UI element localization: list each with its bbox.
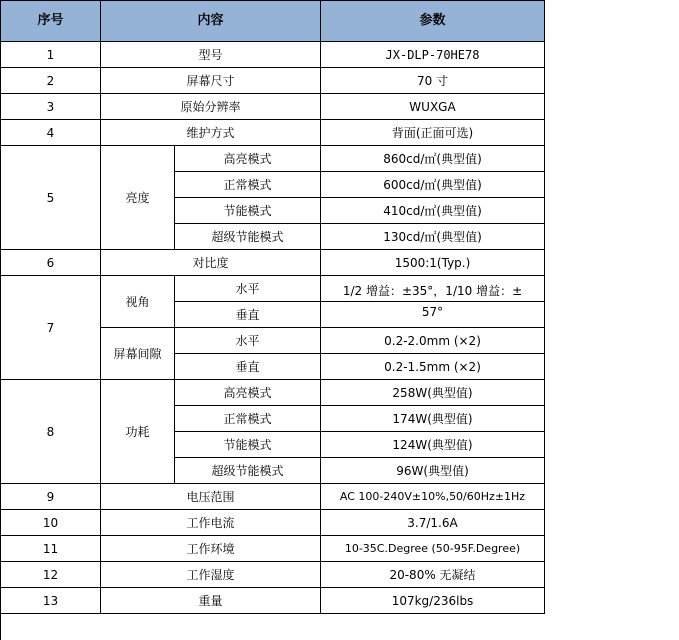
row-7-angle-value-line1: 1/2 增益：±35°，1/10 增益：± xyxy=(321,276,545,302)
row-5-group: 亮度 xyxy=(101,146,175,250)
row-2-name: 屏幕尺寸 xyxy=(101,68,321,94)
row-13-no: 13 xyxy=(1,588,101,614)
row-9-name: 电压范围 xyxy=(101,484,321,510)
row-9-value: AC 100-240V±10%,50/60Hz±1Hz xyxy=(321,484,545,510)
row-8-sub-name: 节能模式 xyxy=(175,432,321,458)
header-content: 内容 xyxy=(101,1,321,42)
row-8-sub-value: 258W(典型值) xyxy=(321,380,545,406)
row-13-value: 107kg/236lbs xyxy=(321,588,545,614)
row-7-gap-sub-value: 0.2-2.0mm (×2) xyxy=(321,328,545,354)
row-12-no: 12 xyxy=(1,562,101,588)
row-7-gap-sub-name: 垂直 xyxy=(175,354,321,380)
row-8-sub-value: 174W(典型值) xyxy=(321,406,545,432)
row-5-sub-name: 超级节能模式 xyxy=(175,224,321,250)
row-5-sub-name: 高亮模式 xyxy=(175,146,321,172)
row-5-sub-value: 130cd/㎡(典型值) xyxy=(321,224,545,250)
row-8-sub-name: 超级节能模式 xyxy=(175,458,321,484)
row-8-no: 8 xyxy=(1,380,101,484)
row-7-gap-sub-value: 0.2-1.5mm (×2) xyxy=(321,354,545,380)
row-11-value: 10-35C.Degree (50-95F.Degree) xyxy=(321,536,545,562)
row-8-sub-value: 96W(典型值) xyxy=(321,458,545,484)
row-13-name: 重量 xyxy=(101,588,321,614)
row-2-value: 70 寸 xyxy=(321,68,545,94)
row-7-no: 7 xyxy=(1,276,101,380)
row-5-sub-name: 节能模式 xyxy=(175,198,321,224)
row-1-value: JX-DLP-70HE78 xyxy=(321,42,545,68)
row-8-sub-value: 124W(典型值) xyxy=(321,432,545,458)
row-3-no: 3 xyxy=(1,94,101,120)
header-param: 参数 xyxy=(321,1,545,42)
row-1-name: 型号 xyxy=(101,42,321,68)
row-10-value: 3.7/1.6A xyxy=(321,510,545,536)
row-8-sub-name: 高亮模式 xyxy=(175,380,321,406)
row-4-name: 维护方式 xyxy=(101,120,321,146)
row-7-gap-sub-name: 水平 xyxy=(175,328,321,354)
row-6-name: 对比度 xyxy=(101,250,321,276)
row-11-name: 工作环境 xyxy=(101,536,321,562)
row-1-no: 1 xyxy=(1,42,101,68)
row-5-sub-value: 860cd/㎡(典型值) xyxy=(321,146,545,172)
row-10-name: 工作电流 xyxy=(101,510,321,536)
row-12-name: 工作湿度 xyxy=(101,562,321,588)
row-3-value: WUXGA xyxy=(321,94,545,120)
row-8-sub-name: 正常模式 xyxy=(175,406,321,432)
row-7-angle-value-line2: 57° xyxy=(321,302,545,328)
row-7-sub-vertical: 垂直 xyxy=(175,302,321,328)
row-7-group-viewing-angle: 视角 xyxy=(101,276,175,328)
row-5-no: 5 xyxy=(1,146,101,250)
row-7-group-screen-gap: 屏幕间隙 xyxy=(101,328,175,380)
row-8-group: 功耗 xyxy=(101,380,175,484)
row-2-no: 2 xyxy=(1,68,101,94)
header-seq: 序号 xyxy=(1,1,101,42)
row-6-no: 6 xyxy=(1,250,101,276)
row-5-sub-value: 410cd/㎡(典型值) xyxy=(321,198,545,224)
row-3-name: 原始分辨率 xyxy=(101,94,321,120)
row-4-value: 背面(正面可选) xyxy=(321,120,545,146)
row-5-sub-value: 600cd/㎡(典型值) xyxy=(321,172,545,198)
row-11-no: 11 xyxy=(1,536,101,562)
row-6-value: 1500:1(Typ.) xyxy=(321,250,545,276)
row-4-no: 4 xyxy=(1,120,101,146)
row-12-value: 20-80% 无凝结 xyxy=(321,562,545,588)
row-7-sub-horizontal: 水平 xyxy=(175,276,321,302)
row-5-sub-name: 正常模式 xyxy=(175,172,321,198)
row-9-no: 9 xyxy=(1,484,101,510)
row-10-no: 10 xyxy=(1,510,101,536)
